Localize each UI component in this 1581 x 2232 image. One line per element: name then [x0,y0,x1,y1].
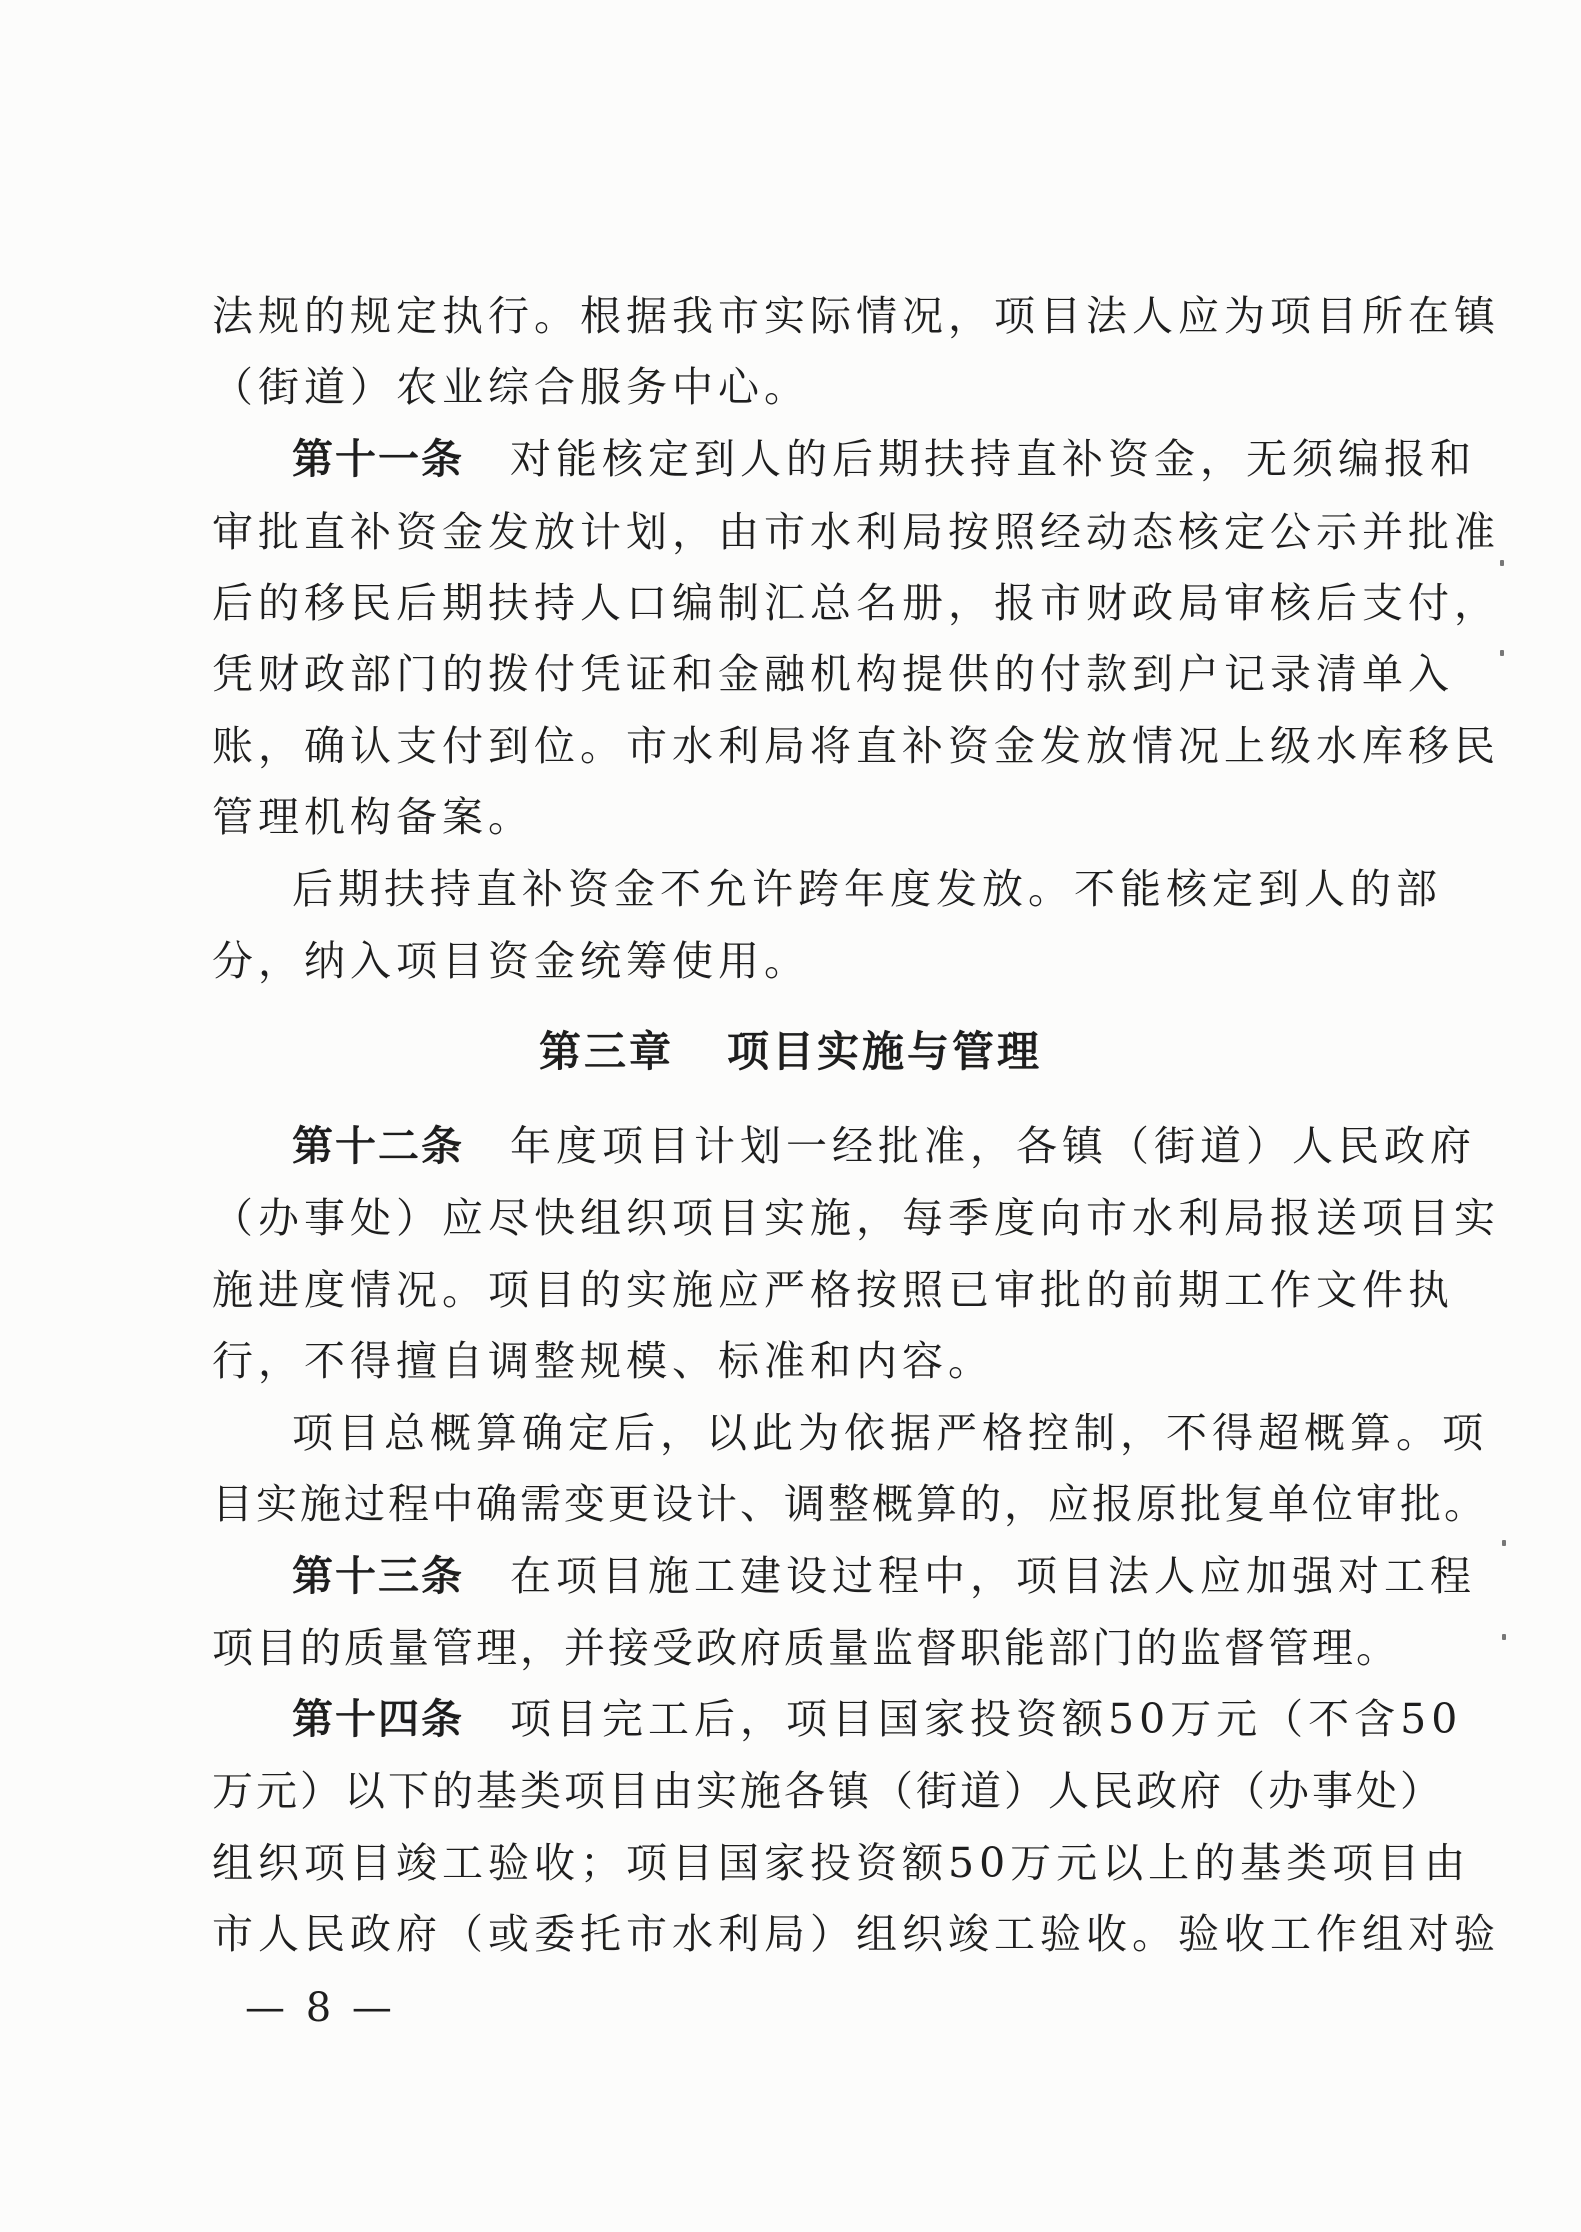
text-line: 凭财政部门的拨付凭证和金融机构提供的付款到户记录清单入 [212,650,1454,698]
text-line: 项目的质量管理，并接受政府质量监督职能部门的监督管理。 [212,1624,1400,1672]
article-title: 第十三条 [292,1552,464,1600]
scan-mark [1500,560,1504,566]
text-line: 目实施过程中确需变更设计、调整概算的，应报原批复单位审批。 [212,1480,1488,1528]
article-title: 第十四条 [292,1695,464,1743]
article-text: 项目完工后，项目国家投资额50万元（不含50 [510,1695,1463,1743]
chapter-heading [0,1016,1581,1088]
text-line: 项目总概算确定后，以此为依据严格控制，不得超概算。项 [292,1409,1488,1457]
article-12 [292,1110,1476,1182]
text-line: （办事处）应尽快组织项目实施，每季度向市水利局报送项目实 [212,1194,1500,1242]
text-line: 后期扶持直补资金不允许跨年度发放。不能核定到人的部 [292,865,1442,913]
text-line: 法规的规定执行。根据我市实际情况，项目法人应为项目所在镇 [212,292,1500,340]
article-title: 第十二条 [292,1122,464,1170]
article-text: 年度项目计划一经批准，各镇（街道）人民政府 [510,1122,1476,1170]
article-13 [292,1540,1476,1612]
text-line: 分，纳入项目资金统筹使用。 [212,937,810,985]
text-line: （街道）农业综合服务中心。 [212,363,810,411]
article-title: 第十一条 [292,435,464,483]
scan-mark [1502,1540,1506,1546]
text-line: 万元）以下的基类项目由实施各镇（街道）人民政府（办事处） [212,1767,1444,1815]
text-line: 组织项目竣工验收；项目国家投资额50万元以上的基类项目由 [212,1839,1471,1887]
article-text: 对能核定到人的后期扶持直补资金，无须编报和 [510,435,1476,483]
article-11 [292,423,1476,495]
text-line: 后的移民后期扶持人口编制汇总名册，报市财政局审核后支付， [212,579,1500,627]
text-line: 施进度情况。项目的实施应严格按照已审批的前期工作文件执 [212,1266,1454,1314]
text-line: 行，不得擅自调整规模、标准和内容。 [212,1337,994,1385]
chapter-number: 第三章 [539,1027,675,1076]
page-number: — 8 — [245,1985,396,2031]
text-line: 管理机构备案。 [212,793,534,841]
text-line: 市人民政府（或委托市水利局）组织竣工验收。验收工作组对验 [212,1910,1500,1958]
article-text: 在项目施工建设过程中，项目法人应加强对工程 [510,1552,1476,1600]
article-14 [292,1683,1463,1755]
text-line: 账，确认支付到位。市水利局将直补资金发放情况上级水库移民 [212,722,1500,770]
text-line: 审批直补资金发放计划，由市水利局按照经动态核定公示并批准 [212,508,1500,556]
scan-mark [1500,650,1504,656]
scan-mark [1502,1634,1506,1640]
chapter-title: 项目实施与管理 [726,1027,1042,1076]
